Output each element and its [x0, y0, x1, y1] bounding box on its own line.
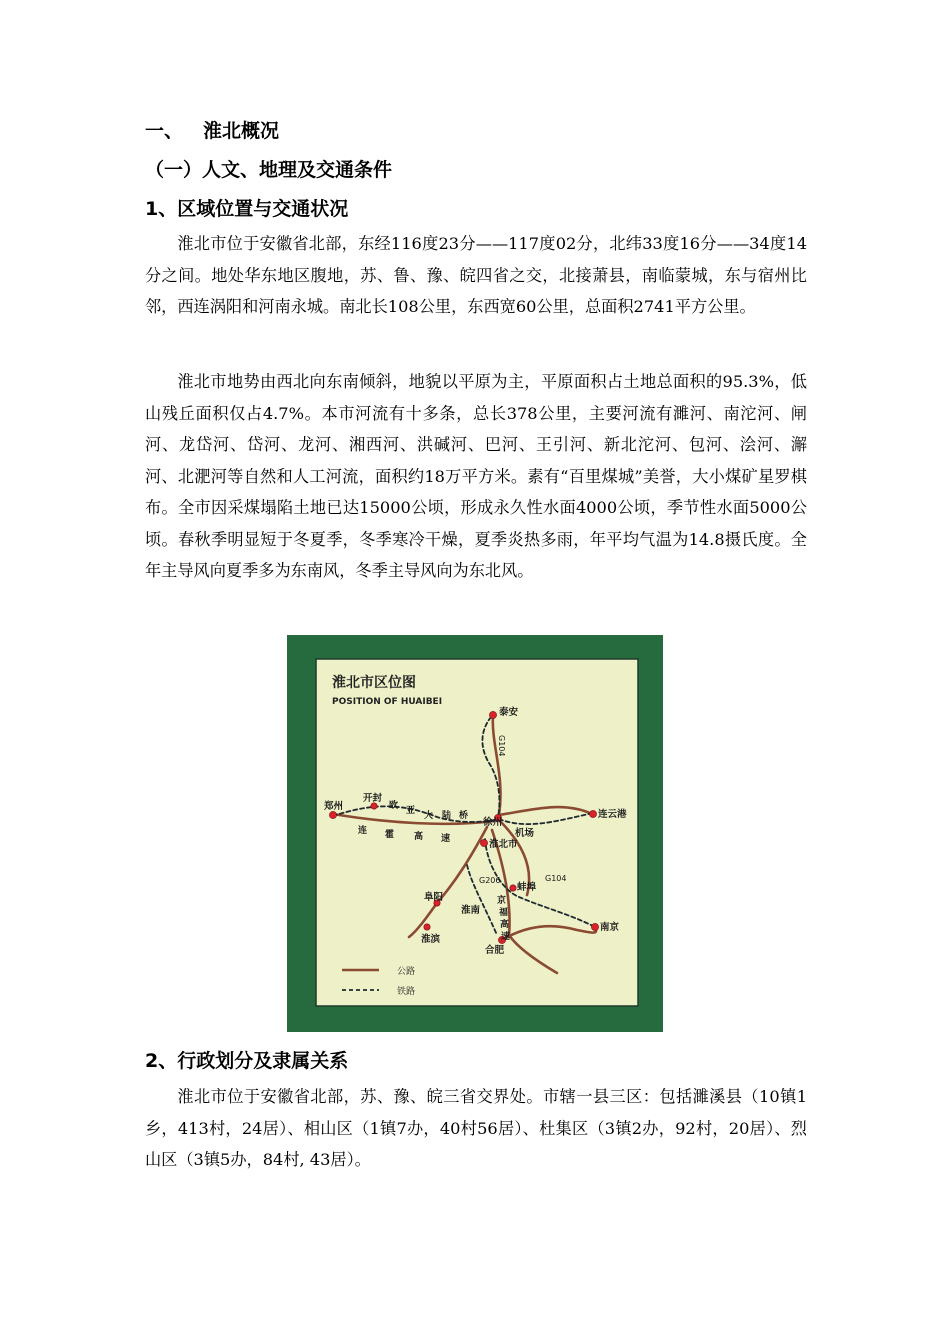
city-label-jichang: 机场	[515, 828, 535, 839]
chapter-heading	[145, 116, 279, 143]
road-label-jinghu-4: 速	[501, 932, 511, 942]
city-dot-nanjing	[591, 923, 598, 930]
rail-label-eurasia-5: 桥	[459, 811, 469, 821]
section-heading: （一）人文、地理及交通条件	[145, 159, 393, 181]
city-label-nanjing: 南京	[600, 922, 620, 933]
subsection-title-location: 1、区域位置与交通状况	[145, 198, 349, 220]
legend-road-label: 公路	[397, 967, 416, 977]
map-subtitle: POSITION OF HUAIBEI	[332, 697, 443, 707]
chapter-title: 淮北概况	[203, 120, 280, 142]
city-label-lianyungang: 连云港	[598, 809, 627, 820]
rail-label-eurasia-3: 大	[424, 811, 434, 821]
city-label-hefei: 合肥	[485, 945, 505, 956]
rail-label-eurasia-1: 欧	[389, 801, 399, 811]
subsection-title-admin: 2、行政划分及隶属关系	[145, 1050, 349, 1072]
road-label-jinghu-2: 福	[499, 908, 509, 918]
city-dot-huaibei	[480, 839, 487, 846]
road-label-jinghu-3: 高	[500, 920, 510, 930]
city-label-taian: 泰安	[499, 707, 519, 718]
city-label-kaifeng: 开封	[363, 793, 383, 804]
road-label-jinghu-1: 京	[497, 896, 507, 906]
rail-label-eurasia-2: 亚	[406, 806, 416, 816]
chapter-number: 一、	[145, 120, 184, 142]
road-label-lianhuo-3: 高	[414, 832, 424, 842]
road-label-lianhuo-1: 连	[358, 826, 368, 836]
road-label-lianhuo-4: 速	[441, 834, 451, 844]
route-label-g104-north: G104	[497, 735, 506, 757]
route-label-g104-east: G104	[545, 874, 567, 883]
city-label-bengbu: 蚌埠	[517, 882, 537, 893]
paragraph-admin: 淮北市位于安徽省北部，苏、豫、皖三省交界处。市辖一县三区：包括濉溪县（10镇1乡，413村，24居）、相山区（1镇7办，40村56居）、杜集区（3镇2办，92村，20居）、烈山区（3镇5办，84村, 43居）。	[145, 1087, 807, 1169]
city-dot-lianyungang	[589, 810, 596, 817]
city-label-huaibei: 淮北市	[489, 839, 518, 850]
location-map-figure	[287, 635, 663, 1032]
city-label-huaibin: 淮滨	[421, 934, 441, 945]
city-label-zhengzhou: 郑州	[324, 801, 344, 812]
city-label-fuyang: 阜阳	[424, 892, 444, 903]
city-label-huainan: 淮南	[461, 905, 481, 916]
location-map	[287, 635, 663, 1032]
paragraph-location: 淮北市位于安徽省北部，东经116度23分——117度02分，北纬33度16分——34度14分之间。地处华东地区腹地，苏、鲁、豫、皖四省之交，北接萧县，南临蒙城，东与宿州比邻，西连涡阳和河南永城。南北长108公里，东西宽60公里，总面积2741平方公里。	[145, 234, 807, 316]
city-dot-huaibin	[424, 924, 430, 930]
city-dot-zhengzhou	[329, 811, 336, 818]
city-label-xuzhou: 徐州	[483, 817, 503, 828]
city-dot-bengbu	[510, 885, 516, 891]
rail-label-eurasia-4: 陆	[442, 811, 452, 821]
paragraph-terrain: 淮北市地势由西北向东南倾斜，地貌以平原为主，平原面积占土地总面积的95.3%，低山残丘面积仅占4.7%。本市河流有十多条，总长378公里，主要河流有濉河、南沱河、闸河、龙岱河、岱河、龙河、湘西河、洪碱河、巴河、王引河、新北沱河、包河、浍河、澥河、北淝河等自然和人工河流，面积约18万平方米。素有“百里煤城”美誉，大小煤矿星罗棋布。全市因采煤塌陷土地已达15000公顷，形成永久性水面4000公顷，季节性水面5000公顷。春秋季明显短于冬夏季，冬季寒冷干燥，夏季炎热多雨，年平均气温为14.8摄氏度。全年主导风向夏季多为东南风，冬季主导风向为东北风。	[145, 372, 807, 580]
city-dot-taian	[489, 711, 496, 718]
road-label-lianhuo-2: 霍	[385, 830, 395, 840]
map-title: 淮北市区位图	[332, 675, 416, 691]
legend-rail-label: 铁路	[397, 987, 416, 997]
route-label-g206: G206	[479, 876, 501, 885]
